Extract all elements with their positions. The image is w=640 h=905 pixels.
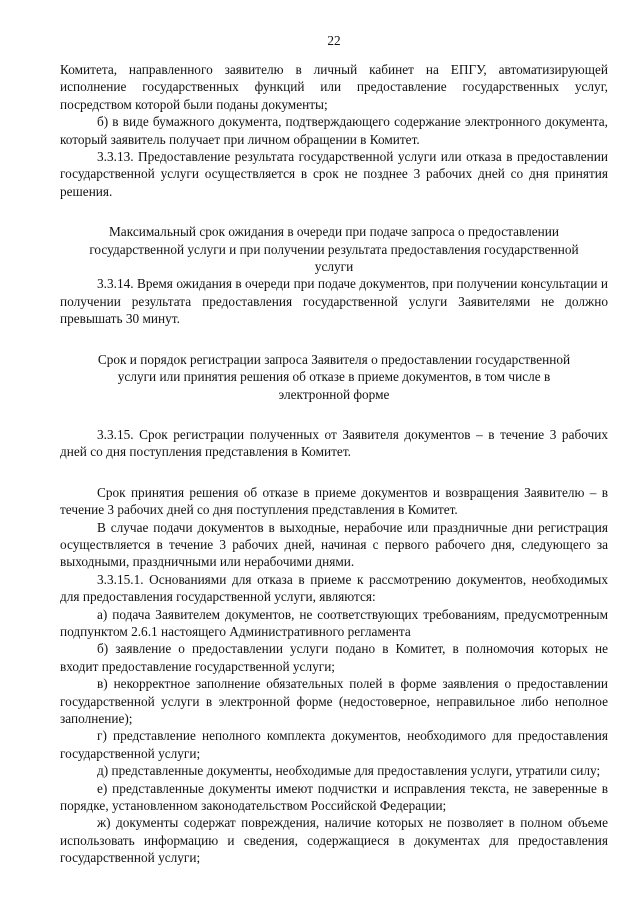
- list-item-b: б) заявление о предоставлении услуги подано в Комитет, в полномочия которых не входит предоставление государственной услуги;: [60, 641, 608, 674]
- paragraph-3-3-13: 3.3.13. Предоставление результата государственной услуги или отказа в предоставлении государственной услуги осуществляется в срок не позднее 3 рабочих дней со дня принятия решения.: [60, 149, 608, 199]
- list-item-e: е) представленные документы имеют подчистки и исправления текста, не заверенные в порядке, установленном законодательством Российской Федерации;: [60, 780, 608, 814]
- list-item-v: в) некорректное заполнение обязательных полей в форме заявления о предоставлении государственной услуги в электронной форме (недостоверное, неправильное либо неполное заполнение);: [60, 676, 608, 726]
- list-item-d: д) представленные документы, необходимые для предоставления услуги, утратили силу;: [97, 763, 601, 779]
- section-heading-registration: Срок и порядок регистрации запроса Заявителя о предоставлении государственной услуги или принятия решения об отказе в приеме документов, в том числе в электронной форме: [97, 351, 571, 402]
- paragraph-item-b-paper: б) в виде бумажного документа, подтверждающего содержание электронного документа, который заявитель получает при личном обращении в Комитет.: [60, 114, 608, 147]
- paragraph-3-3-14: 3.3.14. Время ожидания в очереди при подаче документов, при получении консультации и получении результата предоставления государственной услуги Заявителями не должно превышать 30 минут.: [60, 276, 608, 327]
- list-item-g: г) представление неполного комплекта документов, необходимого для предоставления государственной услуги;: [60, 728, 608, 761]
- paragraph-continuation: Комитета, направленного заявителю в личный кабинет на ЕПГУ, автоматизирующей исполнение государственных функций или предоставление государственных услуг, посредством которой были поданы документы;: [60, 62, 608, 112]
- paragraph-3-3-15: 3.3.15. Срок регистрации полученных от Заявителя документов – в течение 3 рабочих дней со дня поступления представления в Комитет.: [60, 426, 608, 460]
- paragraph-3-3-15-1: 3.3.15.1. Основаниями для отказа в приеме к рассмотрению документов, необходимых для предоставления государственной услуги, являются:: [60, 571, 608, 605]
- paragraph-refusal-term: Срок принятия решения об отказе в приеме документов и возвращения Заявителю – в течение 3 рабочих дней со дня поступления представления в Комитет.: [60, 484, 608, 518]
- list-item-a: а) подача Заявителем документов, не соответствующих требованиям, предусмотренным подпунктом 2.6.1 настоящего Административного регламента: [60, 606, 608, 639]
- document-body: [60, 61, 608, 867]
- list-item-zh: ж) документы содержат повреждения, наличие которых не позволяет в полном объеме использовать информацию и сведения, содержащиеся в документах для предоставления государственной услуги;: [60, 815, 608, 866]
- section-heading-queue-time: Максимальный срок ожидания в очереди при подаче запроса о предоставлении государственной услуги и при получении результата предоставления государственной услуги: [89, 224, 579, 275]
- page-number: 22: [327, 33, 341, 48]
- paragraph-weekend-filing: В случае подачи документов в выходные, нерабочие или праздничные дни регистрация осуществляется в течение 3 рабочих дней, начиная с первого рабочего дня, следующего за выходными, праздничными или нерабочими днями.: [60, 519, 608, 570]
